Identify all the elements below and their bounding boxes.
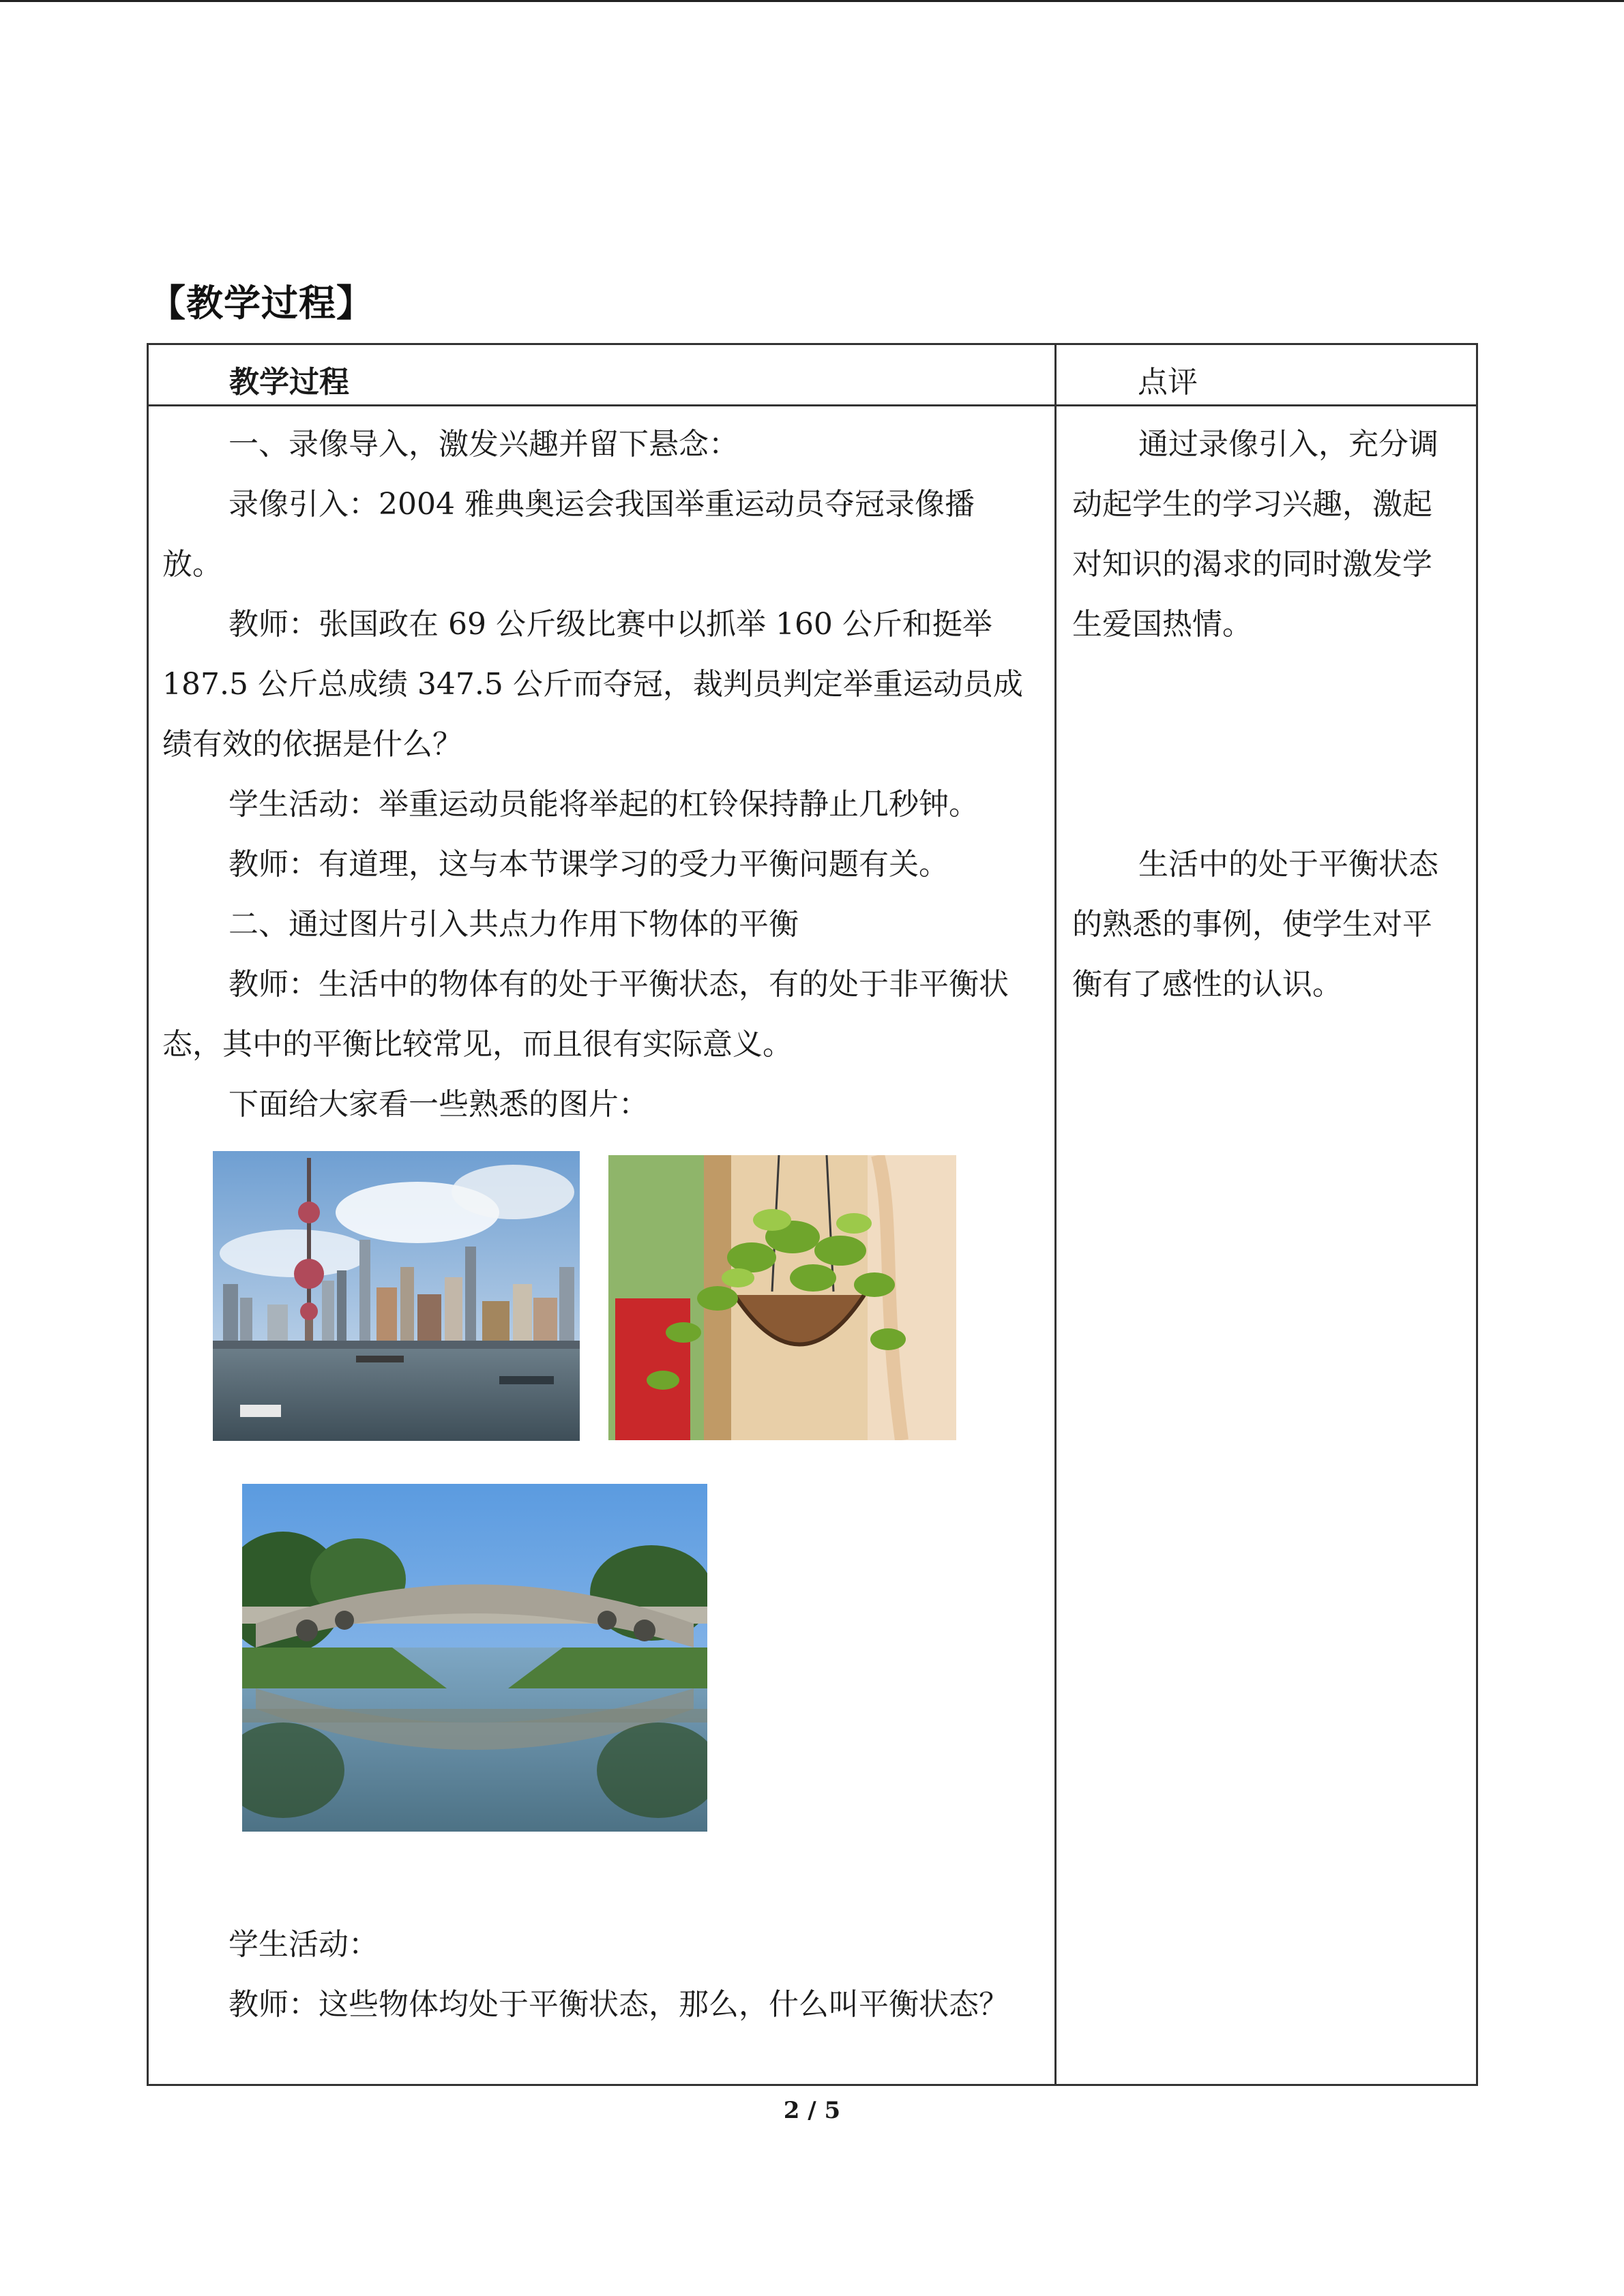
page-top-border [0, 0, 1624, 2]
paragraph: 下面给大家看一些熟悉的图片： [228, 1087, 649, 1122]
paragraph: 教师：生活中的物体有的处于平衡状态，有的处于非平衡状态，其中的平衡比较常见，而且很有实际意义。 [162, 967, 1009, 1062]
paragraph: 教师：这些物体均处于平衡状态，那么，什么叫平衡状态？ [228, 1987, 1009, 2022]
teaching-process-column [162, 415, 1030, 2035]
section-heading: 【教学过程】 [149, 282, 374, 325]
paragraph: 学生活动： [228, 1927, 379, 1962]
paragraph: 教师：张国政在 69 公斤级比赛中以抓举 160 公斤和挺举 187.5 公斤总成绩 347.5 公斤而夺冠，裁判员判定举重运动员成绩有效的依据是什么？ [162, 607, 1023, 762]
table-border-left [147, 343, 149, 2086]
table-border-top [147, 343, 1478, 345]
comment-2: 生活中的处于平衡状态的熟悉的事例，使学生对平衡有了感性的认识。 [1072, 847, 1438, 1002]
table-header-process: 教学过程 [229, 365, 349, 400]
paragraph: 一、录像导入，激发兴趣并留下悬念： [228, 427, 739, 462]
paragraph: 二、通过图片引入共点力作用下物体的平衡 [228, 907, 799, 942]
paragraphs-after-photos [162, 1915, 1030, 2035]
paragraphs-before-photos [162, 415, 1030, 1135]
shanghai-skyline-photo [213, 1151, 580, 1441]
table-column-divider [1054, 343, 1057, 2086]
photo-gallery [162, 1135, 1030, 1915]
table-border-bottom [147, 2084, 1478, 2086]
page-number: 2 / 5 [783, 2097, 841, 2124]
paragraph: 录像引入：2004 雅典奥运会我国举重运动员夺冠录像播放。 [162, 487, 975, 582]
table-header-comment: 点评 [1138, 365, 1198, 400]
paragraph: 学生活动：举重运动员能将举起的杠铃保持静止几秒钟。 [228, 787, 979, 822]
table-border-right [1476, 343, 1478, 2086]
stone-arch-bridge-photo [242, 1484, 707, 1832]
comment-column [1072, 415, 1441, 1015]
paragraph: 教师：有道理，这与本节课学习的受力平衡问题有关。 [228, 847, 949, 882]
comment-1: 通过录像引入，充分调动起学生的学习兴趣，激起对知识的渴求的同时激发学生爱国热情。 [1072, 427, 1438, 642]
hanging-plant-photo [608, 1155, 956, 1440]
